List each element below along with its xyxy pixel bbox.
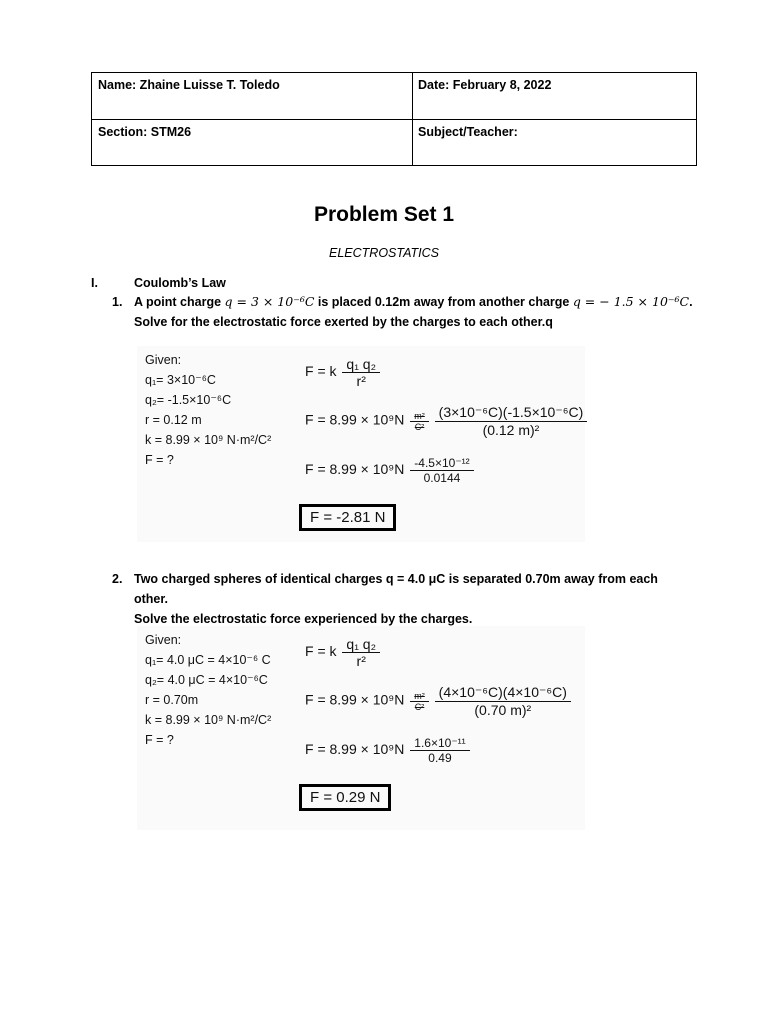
- eq2-units-num: m²: [410, 411, 429, 422]
- problem-1-number: 1.: [112, 295, 123, 309]
- given-label: Given:: [145, 353, 182, 367]
- eq2-denominator: (0.70 m)²: [474, 702, 532, 718]
- eq1-lhs: F = k: [305, 363, 337, 380]
- problem-1-answer-box: F = -2.81 N: [299, 504, 396, 531]
- eq2-units-num: m²: [410, 691, 429, 702]
- name-field: Name: Zhaine Luisse T. Toledo: [98, 78, 280, 92]
- given-q1: q₁= 3×10⁻⁶C: [145, 373, 216, 387]
- problem-2-equation-2: [305, 684, 571, 718]
- eq1-lhs: F = k: [305, 643, 337, 660]
- problem-1-text-b: is placed 0.12m away from another charge: [314, 295, 573, 309]
- problem-1-given: [145, 350, 271, 470]
- given-f: F = ?: [145, 453, 174, 467]
- given-q1: q₁= 4.0 μC = 4×10⁻⁶ C: [145, 653, 271, 667]
- problem-2-given: [145, 630, 271, 750]
- eq2-units-den: C²: [414, 421, 425, 432]
- problem-1-line-1: [134, 292, 694, 312]
- problem-1-text-a: A point charge: [134, 295, 225, 309]
- section-number: I.: [91, 276, 98, 290]
- given-r: r = 0.12 m: [145, 413, 202, 427]
- eq3-fraction: [410, 736, 469, 765]
- eq2-numerator: (4×10⁻⁶C)(4×10⁻⁶C): [435, 684, 571, 702]
- eq3-fraction: [410, 456, 473, 485]
- eq3-numerator: -4.5×10⁻¹²: [410, 456, 473, 471]
- eq3-lhs: F = 8.99 × 10⁹N: [305, 461, 405, 478]
- problem-1-math-a: q = 3 × 10⁻⁶C: [224, 294, 315, 309]
- subject-teacher-field: Subject/Teacher:: [418, 125, 518, 139]
- given-f: F = ?: [145, 733, 174, 747]
- page-title: Problem Set 1: [313, 203, 455, 226]
- eq2-units: [410, 411, 429, 432]
- eq1-fraction: [342, 356, 380, 389]
- eq3-denominator: 0.0144: [423, 471, 461, 485]
- eq3-numerator: 1.6×10⁻¹¹: [410, 736, 469, 751]
- eq2-lhs: F = 8.99 × 10⁹N: [305, 411, 405, 428]
- eq1-denominator: r²: [356, 373, 366, 389]
- problem-1-equation-3: [305, 456, 474, 485]
- eq2-fraction: [435, 684, 571, 718]
- table-divider-horizontal: [92, 119, 696, 120]
- eq1-fraction: [342, 636, 380, 669]
- given-label: Given:: [145, 633, 182, 647]
- problem-2-equation-3: [305, 736, 470, 765]
- eq2-denominator: (0.12 m)²: [482, 422, 540, 438]
- header-table: [91, 72, 697, 166]
- problem-1-math-b: q = − 1.5 × 10⁻⁶C: [572, 294, 690, 309]
- eq2-lhs: F = 8.99 × 10⁹N: [305, 691, 405, 708]
- given-q2: q₂= -1.5×10⁻⁶C: [145, 393, 232, 407]
- eq2-numerator: (3×10⁻⁶C)(-1.5×10⁻⁶C): [435, 404, 588, 422]
- given-r: r = 0.70m: [145, 693, 199, 707]
- eq3-denominator: 0.49: [428, 751, 452, 765]
- problem-1-equation-1: [305, 356, 380, 389]
- problem-2-line-2: Solve the electrostatic force experienced by the charges.: [134, 612, 473, 626]
- eq3-lhs: F = 8.99 × 10⁹N: [305, 741, 405, 758]
- eq1-numerator: q₁ q₂: [342, 636, 380, 653]
- problem-1-text-c: .: [689, 295, 693, 309]
- page-subtitle: ELECTROSTATICS: [329, 246, 439, 260]
- problem-2-line-1: Two charged spheres of identical charges q = 4.0 μC is separated 0.70m away from each other.: [134, 572, 658, 606]
- problem-1-equation-2: [305, 404, 587, 438]
- problem-2-solution: [137, 626, 585, 830]
- given-q2: q₂= 4.0 μC = 4×10⁻⁶C: [145, 673, 268, 687]
- problem-2-equation-1: [305, 636, 380, 669]
- problem-1-text: [134, 292, 694, 332]
- given-k: k = 8.99 × 10⁹ N·m²/C²: [145, 433, 272, 447]
- eq1-numerator: q₁ q₂: [342, 356, 380, 373]
- problem-1-line-2: Solve for the electrostatic force exerted by the charges to each other.q: [134, 315, 553, 329]
- eq1-denominator: r²: [356, 653, 366, 669]
- given-k: k = 8.99 × 10⁹ N·m²/C²: [145, 713, 272, 727]
- problem-2-number: 2.: [112, 572, 123, 586]
- section-title: Coulomb’s Law: [134, 276, 226, 290]
- date-field: Date: February 8, 2022: [418, 78, 552, 92]
- eq2-units-den: C²: [414, 701, 425, 712]
- eq2-units: [410, 691, 429, 712]
- problem-1-solution: [137, 346, 585, 542]
- problem-2-text: [134, 569, 694, 629]
- problem-2-answer-box: F = 0.29 N: [299, 784, 391, 811]
- section-field: Section: STM26: [98, 125, 192, 139]
- eq2-fraction: [435, 404, 588, 438]
